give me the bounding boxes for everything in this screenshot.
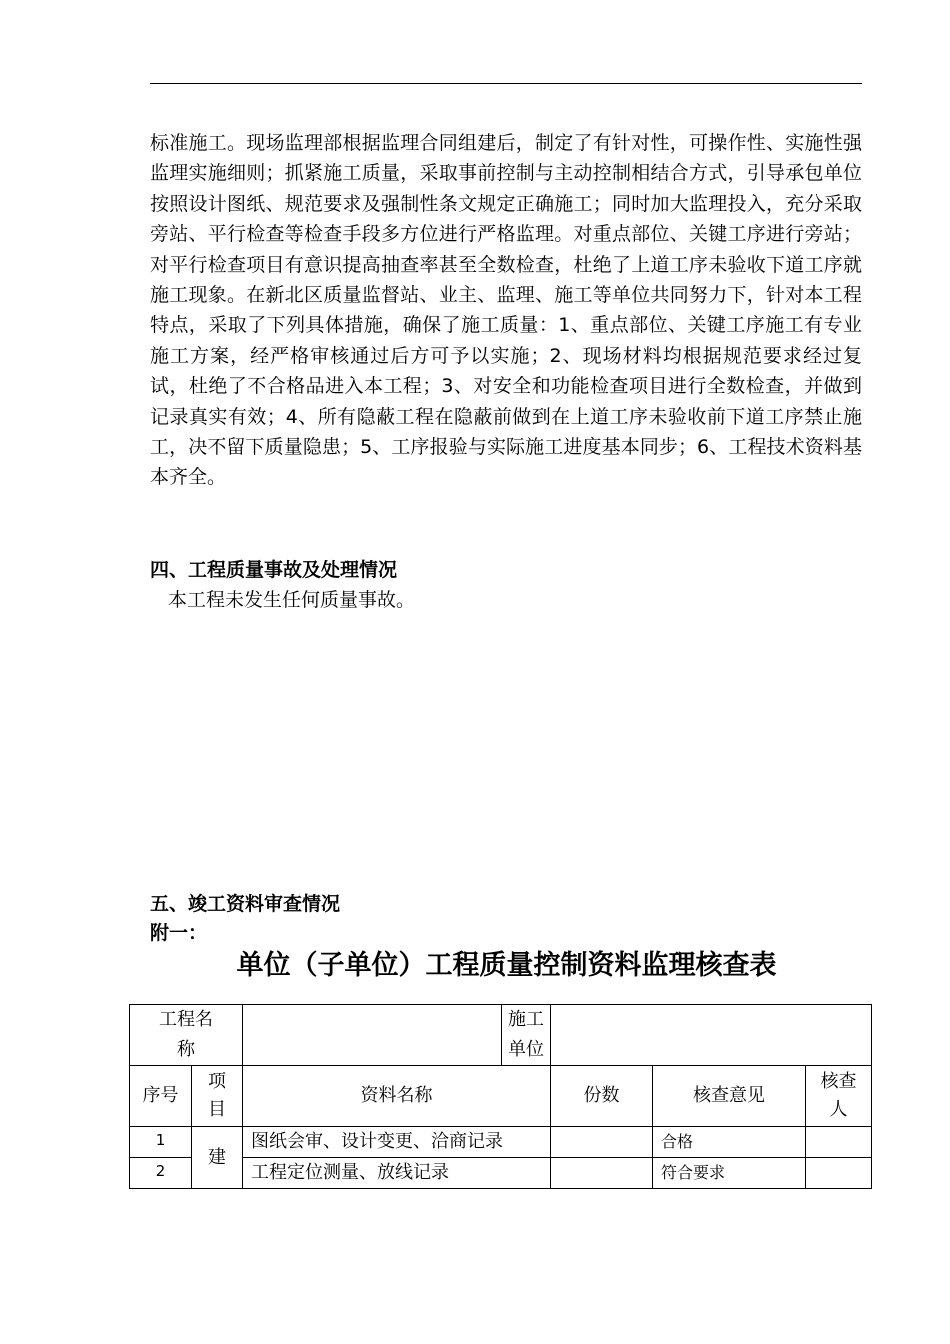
row-seq: 2 — [130, 1158, 192, 1189]
section-4-body: 本工程未发生任何质量事故。 — [168, 589, 416, 611]
header-doc-name: 资料名称 — [243, 1066, 551, 1127]
table-title: 单位（子单位）工程质量控制资料监理核查表 — [236, 950, 777, 981]
contractor-label: 施工单位 — [502, 1005, 551, 1066]
header-item: 项目 — [192, 1066, 243, 1127]
row-doc-name: 工程定位测量、放线记录 — [243, 1158, 551, 1189]
row-checker — [806, 1127, 872, 1158]
row-checker — [806, 1158, 872, 1189]
header-opinion: 核查意见 — [653, 1066, 806, 1127]
section-4-heading: 四、工程质量事故及处理情况 — [150, 559, 398, 581]
section-5-heading: 五、竣工资料审查情况 — [150, 893, 341, 915]
table-header-row — [130, 1066, 872, 1127]
row-opinion: 合格 — [653, 1127, 806, 1158]
header-checker: 核查人 — [806, 1066, 872, 1127]
row-copies — [551, 1158, 653, 1189]
header-copies: 份数 — [551, 1066, 653, 1127]
body-paragraph: 标准施工。现场监理部根据监理合同组建后，制定了有针对性，可操作性、实施性强监理实施细则；抓紧施工质量，采取事前控制与主动控制相结合方式，引导承包单位按照设计图纸、规范要求及强制性条文规定正确施工；同时加大监理投入，充分采取旁站、平行检查等检查手段多方位进行严格监理。对重点部位、关键工序进行旁站；对平行检查项目有意识提高抽查率甚至全数检查，杜绝了上道工序未验收下道工序就施工现象。在新北区质量监督站、业主、监理、施工等单位共同努力下，针对本工程特点，采取了下列具体措施，确保了施工质量：1、重点部位、关键工序施工有专业施工方案，经严格审核通过后方可予以实施；2、现场材料均根据规范要求经过复试，杜绝了不合格品进入本工程；3、对安全和功能检查项目进行全数检查，并做到记录真实有效；4、所有隐蔽工程在隐蔽前做到在上道工序未验收前下道工序禁止施工，决不留下质量隐患；5、工序报验与实际施工进度基本同步；6、工程技术资料基本齐全。 — [150, 132, 862, 489]
contractor-value — [551, 1005, 872, 1066]
group-label: 建 — [192, 1127, 243, 1189]
project-name-value — [243, 1005, 502, 1066]
quality-control-review-table — [129, 1004, 872, 1189]
header-seq: 序号 — [130, 1066, 192, 1127]
row-seq: 1 — [130, 1127, 192, 1158]
row-opinion: 符合要求 — [653, 1158, 806, 1189]
header-rule — [150, 83, 862, 84]
table-row-project — [130, 1005, 872, 1066]
table-row — [130, 1127, 872, 1158]
row-doc-name: 图纸会审、设计变更、洽商记录 — [243, 1127, 551, 1158]
project-name-label: 工程名称 — [130, 1005, 243, 1066]
row-copies — [551, 1127, 653, 1158]
annex-label: 附一： — [150, 922, 208, 944]
